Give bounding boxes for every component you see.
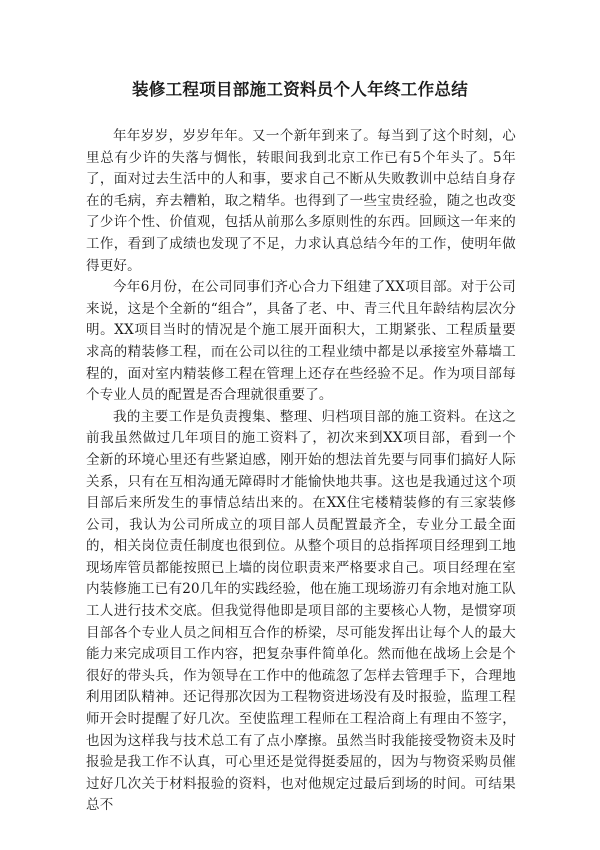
paragraph-2: 今年6月份，在公司同事们齐心合力下组建了XX项目部。对于公司来说，这是个全新的“组合”，具备了老、中、青三代且年龄结构层次分明。XX项目当时的情况是个施工展开面积大，工期紧张、工程质量要求高的精装修工程，而在公司以往的工程业绩中都是以承接室外幕墙工程的，面对室内精装修工程在管理上还存在些经验不足。作为项目部每个专业人员的配置是否合理就很重要了。: [86, 279, 516, 404]
paragraph-3: 我的主要工作是负责搜集、整理、归档项目部的施工资料。在这之前我虽然做过几年项目的施工资料了，初次来到XX项目部，看到一个全新的环境心里还有些紧迫感，刚开始的想法首先要与同事们搞好人际关系，只有在互相沟通无障碍时才能愉快地共事。这也是我通过这个项目部后来所发生的事情总结出来的。在XX住宅楼精装修的有三家装修公司，我认为公司所成立的项目部人员配置最齐全，专业分工最全面的，相关岗位责任制度也很到位。从整个项目的总指挥项目经理到工地现场库管员都能按照已上墙的岗位职责来严格要求自己。项目经理在室内装修施工已有20几年的实践经验，他在施工现场游刃有余地对施工队工人进行技术交底。但我觉得他即是项目部的主要核心人物，是惯穿项目部各个专业人员之间相互合作的桥梁，尽可能发挥出让每个人的最大能力来完成项目工作内容，把复杂事件简单化。然而他在战场上会是个很好的带头兵，作为领导在工作中的他疏忽了怎样去管理手下，合理地利用团队精神。还记得那次因为工程物资进场没有及时报验，监理工程师开会时提醒了好几次。至使监理工程师在工程洽商上有理由不签字，也因为这样我与技术总工有了点小摩擦。虽然当时我能接受物资未及时报验是我工作不认真，可心里还是觉得挺委屈的，因为与物资采购员催过好几次关于材料报验的资料，也对他规定过最后到场的时间。可结果总不: [86, 408, 516, 814]
document-body: [86, 126, 516, 817]
document-title: 装修工程项目部施工资料员个人年终工作总结: [132, 80, 468, 99]
paragraph-1: 年年岁岁，岁岁年年。又一个新年到来了。每当到了这个时刻，心里总有少许的失落与惆怅，转眼间我到北京工作已有5个年头了。5年了，面对过去生活中的人和事，要求自己不断从失败教训中总结自身存在的毛病，弃去糟粕，取之精华。也得到了一些宝贵经验，随之也改变了少许个性、价值观，包括从前那么多原则性的东西。回顾这一年来的工作，看到了成绩也发现了不足，力求认真总结今年的工作，使明年做得更好。: [86, 128, 516, 274]
